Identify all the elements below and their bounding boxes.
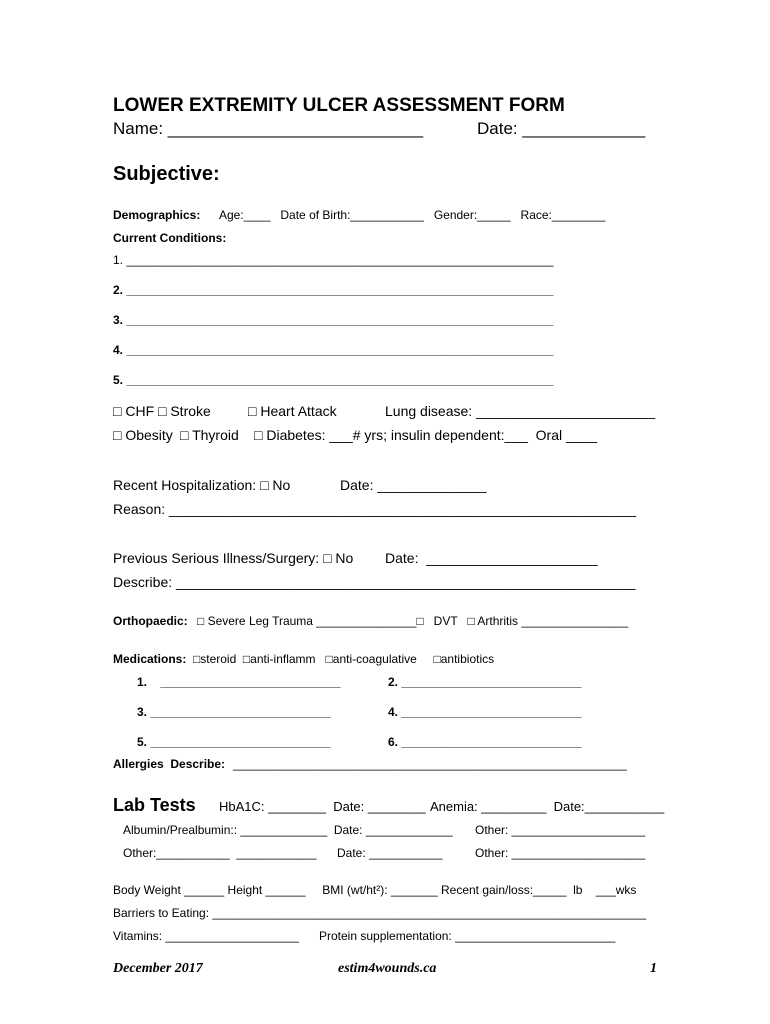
medication-line-3[interactable]: 3. ___________________________: [137, 705, 331, 719]
condition-line-5[interactable]: 5. ________________________________________________________________: [113, 373, 554, 387]
other-field-2[interactable]: Other:___________ ____________: [123, 846, 317, 860]
condition-line-4[interactable]: 4. ________________________________________________________________: [113, 343, 554, 357]
condition-line-3[interactable]: 3. ________________________________________________________________: [113, 313, 554, 327]
hba1c-field[interactable]: HbA1C: ________ Date: ________: [219, 799, 426, 814]
name-field[interactable]: Name: ___________________________: [113, 119, 424, 138]
footer-date: December 2017: [113, 961, 203, 976]
vitamins-field[interactable]: Vitamins: ____________________: [113, 929, 299, 943]
medication-line-2[interactable]: 2. ___________________________: [388, 675, 582, 689]
body-measurements-line[interactable]: Body Weight ______ Height ______ BMI (wt/ht²): _______ Recent gain/loss:_____ lb ___wks: [113, 883, 637, 897]
diabetes-field[interactable]: □ Diabetes: ___# yrs; insulin dependent:___ Oral ____: [254, 427, 598, 443]
subjective-heading: Subjective:: [113, 163, 220, 185]
recent-hospitalization-date[interactable]: Date: ______________: [340, 477, 487, 493]
footer-page-number: 1: [650, 961, 657, 976]
page-title: LOWER EXTREMITY ULCER ASSESSMENT FORM: [113, 95, 565, 116]
obesity-checkbox[interactable]: □ Obesity: [113, 427, 173, 443]
current-conditions-label: Current Conditions:: [113, 231, 227, 245]
chf-checkbox[interactable]: □ CHF: [113, 403, 155, 419]
orthopaedic-label: Orthopaedic:: [113, 614, 188, 628]
demographics-fields[interactable]: Age:____ Date of Birth:___________ Gender:_____ Race:________: [219, 208, 606, 222]
recent-hospitalization-checkbox[interactable]: Recent Hospitalization: □ No: [113, 477, 291, 493]
medication-line-4[interactable]: 4. ___________________________: [388, 705, 582, 719]
footer-site: estim4wounds.ca: [338, 961, 437, 976]
demographics-label: Demographics:: [113, 208, 201, 222]
lab-tests-heading: Lab Tests: [113, 795, 196, 815]
allergies-label: Allergies Describe:: [113, 757, 226, 771]
medication-line-6[interactable]: 6. ___________________________: [388, 735, 582, 749]
previous-illness-date[interactable]: Date: ______________________: [385, 550, 598, 566]
previous-illness-checkbox[interactable]: Previous Serious Illness/Surgery: □ No: [113, 550, 354, 566]
lung-disease-field[interactable]: Lung disease: _______________________: [385, 403, 656, 419]
condition-line-1[interactable]: 1. ________________________________________________________________: [113, 253, 554, 267]
other-field-1[interactable]: Other: ____________________: [475, 823, 646, 837]
stroke-checkbox[interactable]: □ Stroke: [158, 403, 211, 419]
orthopaedic-options[interactable]: □ Severe Leg Trauma _______________□ DVT □ Arthritis ________________: [197, 614, 629, 628]
heart-attack-checkbox[interactable]: □ Heart Attack: [248, 403, 337, 419]
medication-line-1[interactable]: 1. ___________________________: [137, 675, 341, 689]
condition-line-2[interactable]: 2. ________________________________________________________________: [113, 283, 554, 297]
protein-supplementation-field[interactable]: Protein supplementation: ________________________: [319, 929, 616, 943]
medications-label: Medications:: [113, 652, 187, 666]
allergies-field[interactable]: ___________________________________________________________: [233, 757, 627, 771]
describe-field[interactable]: Describe: ___________________________________________________________: [113, 574, 636, 590]
date-field[interactable]: Date: _____________: [477, 119, 646, 138]
barriers-to-eating-field[interactable]: Barriers to Eating: _________________________________________________________________: [113, 906, 647, 920]
medication-line-5[interactable]: 5. ___________________________: [137, 735, 331, 749]
medications-options[interactable]: □steroid □anti-inflamm □anti-coagulative □antibiotics: [193, 652, 495, 666]
reason-field[interactable]: Reason: ____________________________________________________________: [113, 501, 637, 517]
anemia-field[interactable]: Anemia: _________ Date:___________: [430, 799, 665, 814]
other-field-3[interactable]: Other: ____________________: [475, 846, 646, 860]
albumin-field[interactable]: Albumin/Prealbumin:: _____________ Date: _____________: [123, 823, 453, 837]
other-field-2-date[interactable]: Date: ___________: [337, 846, 443, 860]
thyroid-checkbox[interactable]: □ Thyroid: [180, 427, 239, 443]
